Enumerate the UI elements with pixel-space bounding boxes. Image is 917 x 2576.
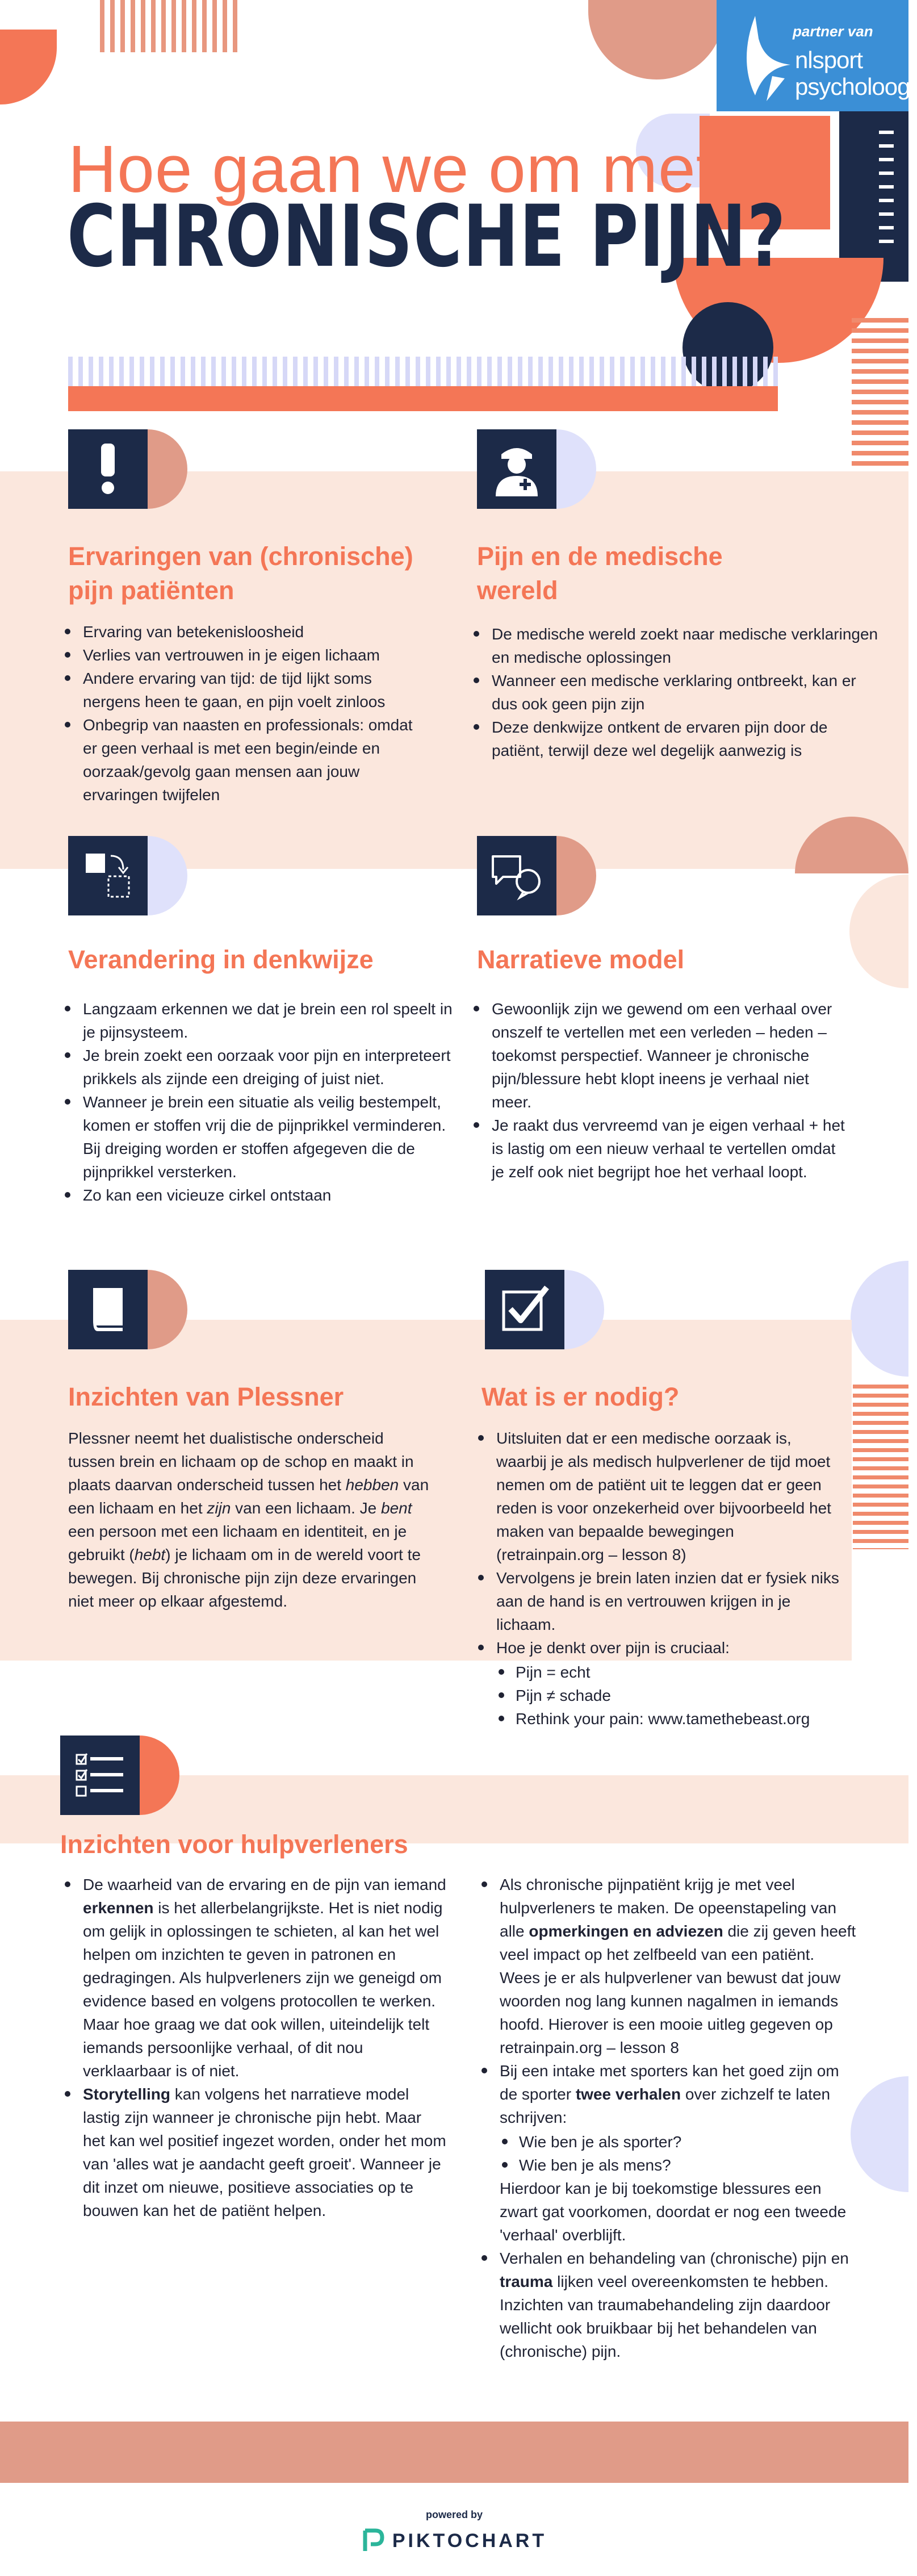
quarter-circle-decoration	[0, 30, 57, 104]
icon-block-speech	[477, 836, 596, 915]
checkbox-icon	[499, 1284, 550, 1335]
list-item: Wanneer je brein een situatie als veilig bestempelt, komen er stoffen vrij die de pijnprikkel verminderen. Bij dreiging worden er stoffen afgegeven die de pijnprikkel versterken.	[61, 1090, 459, 1184]
sub-list-item: Pijn ≠ schade	[496, 1684, 844, 1707]
half-circle-decoration	[849, 875, 908, 988]
speech-bubbles-icon	[488, 852, 545, 900]
list-item: Vervolgens je brein laten inzien dat er fysiek niks aan de hand is en vertrouwen krijgen in je lichaam.	[475, 1566, 844, 1636]
bullet-list	[470, 622, 879, 762]
half-circle-decoration	[851, 2076, 908, 2192]
list-item: Als chronische pijnpatiënt krijg je met veel hulpverleners te maken. De opeenstapeling van alle opmerkingen en adviezen die zij geven heeft veel impact op het zelfbeeld van een patiënt. Wees je er als hulpverlener van bewust dat jouw woorden nog lang kunnen nagalmen in iemands hoofd. Hierover is een mooie uitleg gegeven op retrainpain.org – lesson 8	[478, 1873, 859, 2059]
stripes-decoration	[100, 0, 242, 52]
bullet-list	[61, 620, 425, 806]
list-item: Wanneer een medische verklaring ontbreekt, kan er dus ook geen pijn zijn	[470, 669, 879, 716]
list-item: Bij een intake met sporters kan het goed zijn om de sporter twee verhalen over zichzelf te laten schrijven: Wie ben je als sporter? Wie ben je als mens? Hierdoor kan je bij toekomstige blessures een zwart gat voorkomen, doordat er nog een tweede 'verhaal' overblijft.	[478, 2059, 859, 2247]
bullet-list	[470, 997, 845, 1184]
bullet-list	[475, 1427, 844, 1730]
stripes-decoration	[853, 1385, 908, 1549]
footer-bar	[0, 2422, 908, 2483]
page-title: CHRONISCHE PIJN?	[67, 187, 787, 286]
list-item-continuation: Hierdoor kan je bij toekomstige blessures een zwart gat voorkomen, doordat er nog een tweede 'verhaal' overblijft.	[500, 2180, 847, 2244]
list-item: Uitsluiten dat er een medische oorzaak is, waarbij je als medisch hulpverlener de tijd moet nemen om de patiënt uit te leggen dat er geen reden is voor onzekerheid over bijvoorbeeld het maken van bepaalde bewegingen (retrainpain.org – lesson 8)	[475, 1427, 844, 1566]
list-item: De medische wereld zoekt naar medische verklaringen en medische oplossingen	[470, 622, 879, 669]
list-item: De waarheid van de ervaring en de pijn van iemand erkennen is het allerbelangrijkste. Het is niet nodig om gelijk in oplossingen te schieten, al kan het wel helpen om inzichten te geven in patronen en gedragingen. Als hulpverleners zijn we geneigd om evidence based en volgens protocollen te werken. Maar hoe graag we dat ook willen, uiteindelijk telt iemands persoonlijke verhaal, of dit nou verklaarbaar is of niet.	[61, 1873, 447, 2082]
piktochart-logo[interactable]	[352, 2525, 556, 2557]
exclamation-icon	[97, 444, 119, 495]
list-item: Zo kan een vicieuze cirkel ontstaan	[61, 1184, 459, 1207]
list-item: Langzaam erkennen we dat je brein een rol speelt in je pijnsysteem.	[61, 997, 459, 1044]
section-heading: Inzichten van Plessner	[68, 1382, 344, 1411]
stripes-decoration	[68, 357, 778, 391]
book-icon	[90, 1286, 126, 1333]
powered-by-label: powered by	[425, 2509, 483, 2520]
piktochart-wordmark: PIKTOCHART	[392, 2529, 547, 2552]
bullet-list	[478, 1873, 859, 2363]
partner-label: partner van	[793, 23, 873, 40]
sub-list-item[interactable]: Rethink your pain: www.tamethebeast.org	[496, 1707, 844, 1730]
section-heading: Pijn en de medische wereld	[477, 542, 723, 605]
section-heading: Inzichten voor hulpverleners	[60, 1830, 408, 1859]
list-item: Hoe je denkt over pijn is cruciaal: Pijn = echt Pijn ≠ schade Rethink your pain: www.tamethebeast.org	[475, 1636, 844, 1730]
sub-list-item: Pijn = echt	[496, 1661, 844, 1684]
list-item: Ervaring van betekenisloosheid	[61, 620, 425, 643]
icon-block-transform	[68, 836, 187, 915]
partner-logo[interactable]	[717, 0, 917, 111]
section-heading: Verandering in denkwijze	[68, 945, 374, 974]
icon-block-checklist	[60, 1736, 179, 1815]
bullet-list	[61, 1873, 447, 2222]
list-item: Je brein zoekt een oorzaak voor pijn en interpreteert prikkels als zijnde een dreiging of juist niet.	[61, 1044, 459, 1090]
title-underline-bar	[68, 386, 778, 411]
list-item: Andere ervaring van tijd: de tijd lijkt soms nergens heen te gaan, en pijn voelt zinloos	[61, 667, 425, 713]
logo-text: nlsport psycholoog®	[795, 47, 917, 100]
bullet-list	[61, 997, 459, 1207]
icon-block-check	[485, 1270, 604, 1349]
sub-list-item: Wie ben je als sporter?	[500, 2130, 859, 2153]
list-item: Storytelling kan volgens het narratieve model lastig zijn wanneer je chronische pijn hebt. Maar het kan wel positief ingezet worden, onder het mom van 'alles wat je aandacht geeft groeit'. Wanneer je dit inzet om nieuwe, positieve associaties op te bouwen kan het de patiënt helpen.	[61, 2082, 447, 2222]
sub-list-item: Wie ben je als mens?	[500, 2153, 859, 2177]
half-circle-decoration	[588, 0, 725, 80]
white-lines-decoration	[879, 131, 894, 244]
list-item: Onbegrip van naasten en professionals: omdat er geen verhaal is met een begin/einde en oorzaak/gevolg gaan mensen aan jouw ervaringen twijfelen	[61, 713, 425, 806]
half-circle-decoration	[851, 1261, 908, 1377]
list-item: Deze denkwijze ontkent de ervaren pijn door de patiënt, terwijl deze wel degelijk aanwezig is	[470, 716, 879, 762]
stripes-decoration	[852, 318, 908, 470]
runner-icon	[738, 10, 795, 107]
list-item: Je raakt dus vervreemd van je eigen verhaal + het is lastig om een nieuw verhaal te vertellen omdat je zelf ook niet begrijpt hoe het verhaal loopt.	[470, 1114, 845, 1184]
section-heading: Ervaringen van (chronische) pijn patiënten	[68, 542, 413, 605]
list-item: Gewoonlijk zijn we gewend om een verhaal over onszelf te vertellen met een verleden – heden – toekomst perspectief. Wanneer je chronische pijn/blessure hebt klopt ineens je verhaal niet meer.	[470, 997, 845, 1114]
section-heading: Narratieve model	[477, 945, 685, 974]
checklist-icon	[74, 1751, 125, 1799]
list-item: Verlies van vertrouwen in je eigen lichaam	[61, 643, 425, 667]
list-item: Verhalen en behandeling van (chronische) pijn en trauma lijken veel overeenkomsten te hebben. Inzichten van traumabehandeling zijn daardoor wellicht ook bruikbaar bij het behandelen van (chronische) pijn.	[478, 2247, 859, 2363]
icon-block-exclamation	[68, 429, 187, 509]
doctor-icon	[491, 442, 542, 496]
navy-bar-decoration	[839, 111, 908, 282]
icon-block-book	[68, 1270, 187, 1349]
plessner-paragraph: Plessner neemt het dualistische onderscheid tussen brein en lichaam op de schop en maakt in plaats daarvan onderscheid tussen het hebben van een lichaam en het zijn van een lichaam. Je bent een persoon met een lichaam en identiteit, en je gebruikt (hebt) je lichaam om in de wereld voort te bewegen. Bij chronische pijn zijn deze ervaringen niet meer op elkaar afgestemd.	[68, 1429, 429, 1610]
transform-icon	[82, 850, 133, 901]
section-heading: Wat is er nodig?	[481, 1382, 680, 1411]
icon-block-doctor	[477, 429, 596, 509]
title-line-1: Hoe gaan we om met	[68, 132, 715, 207]
piktochart-icon	[362, 2528, 384, 2553]
